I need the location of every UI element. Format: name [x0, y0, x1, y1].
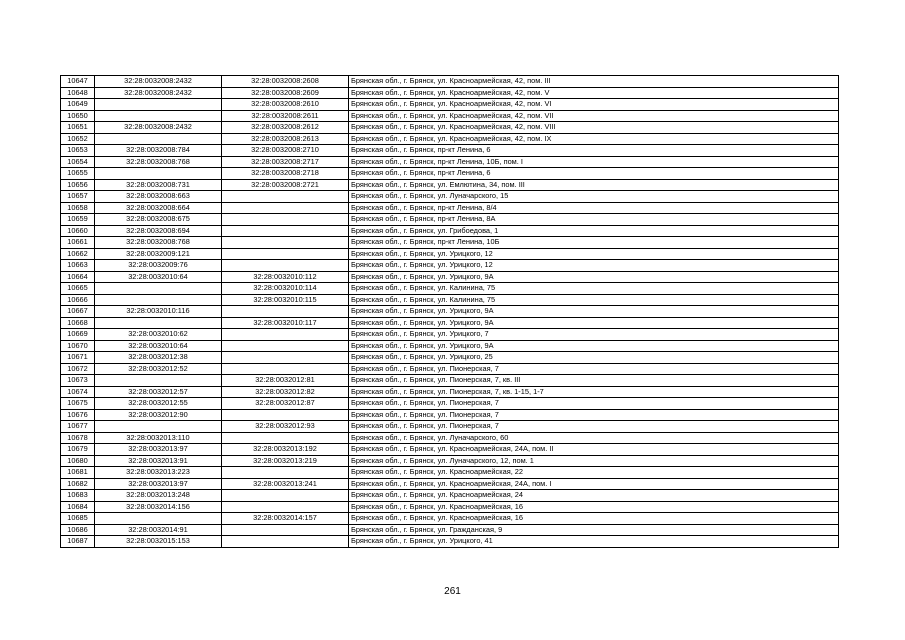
row-number-cell: 10649: [61, 99, 95, 111]
table-row: [61, 524, 839, 536]
row-number-cell: 10652: [61, 133, 95, 145]
cadastral-number-cell: 32:28:0032013:97: [95, 444, 222, 456]
premises-cadastral-number-cell: [222, 524, 349, 536]
row-number-cell: 10686: [61, 524, 95, 536]
cadastral-number-cell: 32:28:0032008:768: [95, 156, 222, 168]
address-cell: Брянская обл., г. Брянск, ул. Красноармейская, 24: [349, 490, 839, 502]
table-row: [61, 421, 839, 433]
table-row: [61, 76, 839, 88]
cadastral-number-cell: [95, 513, 222, 525]
cadastral-number-cell: 32:28:0032013:223: [95, 467, 222, 479]
row-number-cell: 10664: [61, 271, 95, 283]
cadastral-number-cell: 32:28:0032012:38: [95, 352, 222, 364]
premises-cadastral-number-cell: 32:28:0032014:157: [222, 513, 349, 525]
table-row: [61, 306, 839, 318]
address-cell: Брянская обл., г. Брянск, ул. Пионерская, 7: [349, 398, 839, 410]
row-number-cell: 10683: [61, 490, 95, 502]
premises-cadastral-number-cell: 32:28:0032010:114: [222, 283, 349, 295]
table-row: [61, 283, 839, 295]
premises-cadastral-number-cell: 32:28:0032013:241: [222, 478, 349, 490]
table-row: [61, 398, 839, 410]
address-cell: Брянская обл., г. Брянск, пр-кт Ленина, 6: [349, 145, 839, 157]
cadastral-number-cell: 32:28:0032009:121: [95, 248, 222, 260]
address-cell: Брянская обл., г. Брянск, пр-кт Ленина, 8/4: [349, 202, 839, 214]
premises-cadastral-number-cell: 32:28:0032008:2613: [222, 133, 349, 145]
premises-cadastral-number-cell: 32:28:0032010:115: [222, 294, 349, 306]
address-cell: Брянская обл., г. Брянск, ул. Пионерская, 7, кв. III: [349, 375, 839, 387]
premises-cadastral-number-cell: [222, 225, 349, 237]
registry-table-body: [61, 76, 839, 548]
row-number-cell: 10684: [61, 501, 95, 513]
row-number-cell: 10648: [61, 87, 95, 99]
row-number-cell: 10667: [61, 306, 95, 318]
premises-cadastral-number-cell: [222, 329, 349, 341]
address-cell: Брянская обл., г. Брянск, ул. Красноармейская, 42, пом. VII: [349, 110, 839, 122]
table-row: [61, 191, 839, 203]
premises-cadastral-number-cell: [222, 409, 349, 421]
row-number-cell: 10672: [61, 363, 95, 375]
premises-cadastral-number-cell: 32:28:0032008:2717: [222, 156, 349, 168]
address-cell: Брянская обл., г. Брянск, ул. Красноармейская, 42, пом. V: [349, 87, 839, 99]
table-row: [61, 225, 839, 237]
cadastral-number-cell: 32:28:0032008:694: [95, 225, 222, 237]
premises-cadastral-number-cell: 32:28:0032012:81: [222, 375, 349, 387]
premises-cadastral-number-cell: [222, 202, 349, 214]
address-cell: Брянская обл., г. Брянск, пр-кт Ленина, 8А: [349, 214, 839, 226]
table-row: [61, 375, 839, 387]
address-cell: Брянская обл., г. Брянск, ул. Красноармейская, 22: [349, 467, 839, 479]
row-number-cell: 10674: [61, 386, 95, 398]
table-row: [61, 317, 839, 329]
table-row: [61, 122, 839, 134]
table-row: [61, 432, 839, 444]
table-row: [61, 294, 839, 306]
premises-cadastral-number-cell: 32:28:0032012:87: [222, 398, 349, 410]
premises-cadastral-number-cell: [222, 536, 349, 548]
address-cell: Брянская обл., г. Брянск, ул. Калинина, 75: [349, 294, 839, 306]
premises-cadastral-number-cell: 32:28:0032008:2610: [222, 99, 349, 111]
row-number-cell: 10647: [61, 76, 95, 88]
table-row: [61, 444, 839, 456]
cadastral-number-cell: [95, 421, 222, 433]
cadastral-number-cell: 32:28:0032010:62: [95, 329, 222, 341]
table-row: [61, 409, 839, 421]
premises-cadastral-number-cell: [222, 306, 349, 318]
table-row: [61, 340, 839, 352]
premises-cadastral-number-cell: 32:28:0032013:219: [222, 455, 349, 467]
row-number-cell: 10651: [61, 122, 95, 134]
row-number-cell: 10656: [61, 179, 95, 191]
row-number-cell: 10682: [61, 478, 95, 490]
table-row: [61, 168, 839, 180]
table-row: [61, 329, 839, 341]
premises-cadastral-number-cell: 32:28:0032012:93: [222, 421, 349, 433]
cadastral-number-cell: 32:28:0032012:52: [95, 363, 222, 375]
cadastral-number-cell: 32:28:0032012:55: [95, 398, 222, 410]
table-row: [61, 110, 839, 122]
cadastral-number-cell: 32:28:0032009:76: [95, 260, 222, 272]
premises-cadastral-number-cell: [222, 237, 349, 249]
address-cell: Брянская обл., г. Брянск, ул. Красноармейская, 42, пом. IX: [349, 133, 839, 145]
premises-cadastral-number-cell: 32:28:0032008:2612: [222, 122, 349, 134]
row-number-cell: 10660: [61, 225, 95, 237]
address-cell: Брянская обл., г. Брянск, ул. Урицкого, 12: [349, 248, 839, 260]
cadastral-number-cell: 32:28:0032010:64: [95, 340, 222, 352]
premises-cadastral-number-cell: 32:28:0032012:82: [222, 386, 349, 398]
cadastral-number-cell: 32:28:0032013:97: [95, 478, 222, 490]
address-cell: Брянская обл., г. Брянск, пр-кт Ленина, 10Б, пом. I: [349, 156, 839, 168]
row-number-cell: 10687: [61, 536, 95, 548]
premises-cadastral-number-cell: [222, 432, 349, 444]
registry-table: [60, 75, 839, 548]
cadastral-number-cell: 32:28:0032015:153: [95, 536, 222, 548]
premises-cadastral-number-cell: [222, 352, 349, 364]
cadastral-number-cell: 32:28:0032014:156: [95, 501, 222, 513]
cadastral-number-cell: 32:28:0032008:768: [95, 237, 222, 249]
address-cell: Брянская обл., г. Брянск, ул. Луначарского, 60: [349, 432, 839, 444]
row-number-cell: 10671: [61, 352, 95, 364]
premises-cadastral-number-cell: 32:28:0032008:2608: [222, 76, 349, 88]
row-number-cell: 10669: [61, 329, 95, 341]
cadastral-number-cell: 32:28:0032008:2432: [95, 87, 222, 99]
cadastral-number-cell: [95, 375, 222, 387]
table-row: [61, 202, 839, 214]
cadastral-number-cell: 32:28:0032012:90: [95, 409, 222, 421]
premises-cadastral-number-cell: [222, 248, 349, 260]
cadastral-number-cell: 32:28:0032008:2432: [95, 76, 222, 88]
row-number-cell: 10680: [61, 455, 95, 467]
premises-cadastral-number-cell: 32:28:0032008:2718: [222, 168, 349, 180]
cadastral-number-cell: 32:28:0032013:110: [95, 432, 222, 444]
address-cell: Брянская обл., г. Брянск, ул. Красноармейская, 24А, пом. I: [349, 478, 839, 490]
row-number-cell: 10658: [61, 202, 95, 214]
row-number-cell: 10662: [61, 248, 95, 260]
row-number-cell: 10679: [61, 444, 95, 456]
row-number-cell: 10653: [61, 145, 95, 157]
table-row: [61, 455, 839, 467]
table-row: [61, 386, 839, 398]
cadastral-number-cell: [95, 294, 222, 306]
row-number-cell: 10677: [61, 421, 95, 433]
address-cell: Брянская обл., г. Брянск, ул. Красноармейская, 24А, пом. II: [349, 444, 839, 456]
table-row: [61, 145, 839, 157]
table-row: [61, 352, 839, 364]
address-cell: Брянская обл., г. Брянск, ул. Красноармейская, 16: [349, 501, 839, 513]
address-cell: Брянская обл., г. Брянск, пр-кт Ленина, 10Б: [349, 237, 839, 249]
premises-cadastral-number-cell: [222, 340, 349, 352]
row-number-cell: 10678: [61, 432, 95, 444]
premises-cadastral-number-cell: [222, 490, 349, 502]
row-number-cell: 10685: [61, 513, 95, 525]
cadastral-number-cell: 32:28:0032008:784: [95, 145, 222, 157]
address-cell: Брянская обл., г. Брянск, ул. Пионерская, 7, кв. 1-15, 1-7: [349, 386, 839, 398]
table-row: [61, 156, 839, 168]
cadastral-number-cell: 32:28:0032008:663: [95, 191, 222, 203]
table-row: [61, 248, 839, 260]
table-row: [61, 237, 839, 249]
address-cell: Брянская обл., г. Брянск, ул. Урицкого, 9А: [349, 317, 839, 329]
table-row: [61, 214, 839, 226]
page-number: 261: [444, 586, 461, 597]
premises-cadastral-number-cell: 32:28:0032010:112: [222, 271, 349, 283]
cadastral-number-cell: 32:28:0032008:664: [95, 202, 222, 214]
address-cell: Брянская обл., г. Брянск, ул. Урицкого, 12: [349, 260, 839, 272]
row-number-cell: 10663: [61, 260, 95, 272]
address-cell: Брянская обл., г. Брянск, ул. Урицкого, 9А: [349, 340, 839, 352]
cadastral-number-cell: [95, 283, 222, 295]
table-row: [61, 260, 839, 272]
premises-cadastral-number-cell: [222, 260, 349, 272]
row-number-cell: 10654: [61, 156, 95, 168]
premises-cadastral-number-cell: 32:28:0032008:2609: [222, 87, 349, 99]
row-number-cell: 10650: [61, 110, 95, 122]
table-row: [61, 501, 839, 513]
premises-cadastral-number-cell: 32:28:0032010:117: [222, 317, 349, 329]
table-row: [61, 87, 839, 99]
row-number-cell: 10668: [61, 317, 95, 329]
table-row: [61, 271, 839, 283]
cadastral-number-cell: 32:28:0032010:64: [95, 271, 222, 283]
premises-cadastral-number-cell: 32:28:0032008:2611: [222, 110, 349, 122]
premises-cadastral-number-cell: [222, 191, 349, 203]
table-row: [61, 133, 839, 145]
address-cell: Брянская обл., г. Брянск, ул. Емлютина, 34, пом. III: [349, 179, 839, 191]
cadastral-number-cell: 32:28:0032012:57: [95, 386, 222, 398]
address-cell: Брянская обл., г. Брянск, ул. Урицкого, 7: [349, 329, 839, 341]
cadastral-number-cell: 32:28:0032008:675: [95, 214, 222, 226]
cadastral-number-cell: 32:28:0032014:91: [95, 524, 222, 536]
address-cell: Брянская обл., г. Брянск, ул. Луначарского, 15: [349, 191, 839, 203]
row-number-cell: 10673: [61, 375, 95, 387]
row-number-cell: 10659: [61, 214, 95, 226]
address-cell: Брянская обл., г. Брянск, ул. Красноармейская, 42, пом. VI: [349, 99, 839, 111]
address-cell: Брянская обл., г. Брянск, ул. Красноармейская, 42, пом. VIII: [349, 122, 839, 134]
cadastral-number-cell: 32:28:0032013:248: [95, 490, 222, 502]
cadastral-number-cell: 32:28:0032008:731: [95, 179, 222, 191]
table-row: [61, 363, 839, 375]
address-cell: Брянская обл., г. Брянск, ул. Пионерская, 7: [349, 421, 839, 433]
cadastral-number-cell: 32:28:0032008:2432: [95, 122, 222, 134]
address-cell: Брянская обл., г. Брянск, ул. Красноармейская, 16: [349, 513, 839, 525]
cadastral-number-cell: [95, 317, 222, 329]
address-cell: Брянская обл., г. Брянск, ул. Пионерская, 7: [349, 363, 839, 375]
premises-cadastral-number-cell: 32:28:0032008:2721: [222, 179, 349, 191]
premises-cadastral-number-cell: [222, 501, 349, 513]
row-number-cell: 10666: [61, 294, 95, 306]
premises-cadastral-number-cell: [222, 363, 349, 375]
cadastral-number-cell: 32:28:0032010:116: [95, 306, 222, 318]
address-cell: Брянская обл., г. Брянск, ул. Калинина, 75: [349, 283, 839, 295]
cadastral-number-cell: [95, 168, 222, 180]
table-row: [61, 536, 839, 548]
premises-cadastral-number-cell: [222, 467, 349, 479]
address-cell: Брянская обл., г. Брянск, ул. Грибоедова, 1: [349, 225, 839, 237]
table-row: [61, 478, 839, 490]
premises-cadastral-number-cell: 32:28:0032008:2710: [222, 145, 349, 157]
row-number-cell: 10661: [61, 237, 95, 249]
address-cell: Брянская обл., г. Брянск, пр-кт Ленина, 6: [349, 168, 839, 180]
row-number-cell: 10655: [61, 168, 95, 180]
row-number-cell: 10676: [61, 409, 95, 421]
row-number-cell: 10665: [61, 283, 95, 295]
premises-cadastral-number-cell: [222, 214, 349, 226]
cadastral-number-cell: [95, 133, 222, 145]
address-cell: Брянская обл., г. Брянск, ул. Урицкого, 41: [349, 536, 839, 548]
address-cell: Брянская обл., г. Брянск, ул. Урицкого, 9А: [349, 306, 839, 318]
address-cell: Брянская обл., г. Брянск, ул. Луначарского, 12, пом. 1: [349, 455, 839, 467]
row-number-cell: 10657: [61, 191, 95, 203]
address-cell: Брянская обл., г. Брянск, ул. Урицкого, 25: [349, 352, 839, 364]
table-row: [61, 513, 839, 525]
address-cell: Брянская обл., г. Брянск, ул. Урицкого, 9А: [349, 271, 839, 283]
row-number-cell: 10681: [61, 467, 95, 479]
row-number-cell: 10675: [61, 398, 95, 410]
address-cell: Брянская обл., г. Брянск, ул. Пионерская, 7: [349, 409, 839, 421]
cadastral-number-cell: 32:28:0032013:91: [95, 455, 222, 467]
premises-cadastral-number-cell: 32:28:0032013:192: [222, 444, 349, 456]
cadastral-number-cell: [95, 110, 222, 122]
address-cell: Брянская обл., г. Брянск, ул. Красноармейская, 42, пом. III: [349, 76, 839, 88]
address-cell: Брянская обл., г. Брянск, ул. Гражданская, 9: [349, 524, 839, 536]
table-row: [61, 490, 839, 502]
table-row: [61, 179, 839, 191]
table-row: [61, 99, 839, 111]
row-number-cell: 10670: [61, 340, 95, 352]
cadastral-number-cell: [95, 99, 222, 111]
table-row: [61, 467, 839, 479]
